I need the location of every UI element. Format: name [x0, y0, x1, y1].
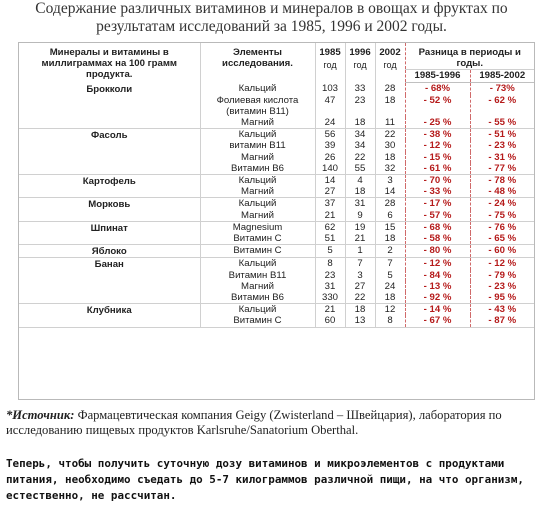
header-year-1985 [315, 43, 345, 83]
diff-1985-2002: - 75 % [470, 210, 534, 222]
diff-1985-2002: - 79 % [470, 270, 534, 281]
conclusion-text: Теперь, чтобы получить суточную дозу витаминов и микроэлементов с продуктами питания, необходимо съедать до 5-7 килограммов различной пищи, на что организм, естественно, не рассчитан. [6, 457, 524, 502]
value-1985: 8 [315, 258, 345, 270]
value-1996: 31 [345, 198, 375, 210]
value-2002: 12 [375, 304, 405, 316]
value-1985: 26 [315, 152, 345, 163]
value-1985: 330 [315, 292, 345, 304]
value-1996: 33 [345, 83, 375, 95]
header-elements [200, 43, 315, 83]
year-1985-unit: год [323, 60, 337, 71]
value-1996: 19 [345, 221, 375, 233]
value-2002: 11 [375, 117, 405, 129]
diff-1985-1996: - 84 % [405, 270, 470, 281]
product-name: Брокколи [19, 83, 200, 129]
value-1996: 22 [345, 152, 375, 163]
diff-1985-2002: - 24 % [470, 198, 534, 210]
diff-1985-1996: - 80 % [405, 245, 470, 258]
diff-1985-2002: - 62 % [470, 95, 534, 117]
diff-1985-1996: - 61 % [405, 163, 470, 175]
element-name: Витамин С [200, 233, 315, 245]
element-name: Магний [200, 186, 315, 198]
diff-1985-1996: - 12 % [405, 258, 470, 270]
value-1996: 13 [345, 315, 375, 327]
diff-1985-2002: - 87 % [470, 315, 534, 327]
value-2002: 5 [375, 270, 405, 281]
value-1985: 5 [315, 245, 345, 258]
page-title: Содержание различных витаминов и минералов в овощах и фруктах по результатам исследований за 1985, 1996 и 2002 годы. [35, 0, 508, 35]
year-2002-unit: год [383, 60, 397, 71]
header-product-label: Минералы и витамины в миллиграммах на 100 грамм продукта. [41, 47, 178, 81]
value-1985: 62 [315, 221, 345, 233]
value-2002: 18 [375, 292, 405, 304]
value-1985: 47 [315, 95, 345, 117]
header-diff [405, 43, 534, 70]
diff-1985-2002: - 48 % [470, 186, 534, 198]
diff-1985-2002: - 43 % [470, 304, 534, 316]
diff-1985-2002: - 77 % [470, 163, 534, 175]
value-1985: 140 [315, 163, 345, 175]
value-1996: 7 [345, 258, 375, 270]
value-1985: 56 [315, 129, 345, 141]
value-1985: 14 [315, 175, 345, 187]
value-1985: 24 [315, 117, 345, 129]
year-1996-unit: год [353, 60, 367, 71]
diff-1985-2002: - 23 % [470, 140, 534, 151]
header-elements-label: Элементы исследования. [222, 47, 293, 70]
value-2002: 28 [375, 83, 405, 95]
product-name: Морковь [19, 198, 200, 221]
value-2002: 32 [375, 163, 405, 175]
diff-1985-1996: - 12 % [405, 140, 470, 151]
table-row [19, 221, 534, 233]
value-2002: 28 [375, 198, 405, 210]
value-1996: 34 [345, 140, 375, 151]
product-name: Фасоль [19, 129, 200, 175]
diff-1985-1996: - 67 % [405, 315, 470, 327]
table-row [19, 83, 534, 95]
value-1985: 51 [315, 233, 345, 245]
diff-1985-2002: - 31 % [470, 152, 534, 163]
value-2002: 8 [375, 315, 405, 327]
element-name: Витамин С [200, 245, 315, 258]
diff-1985-1996: - 57 % [405, 210, 470, 222]
value-1985: 23 [315, 270, 345, 281]
diff-1985-1996: - 38 % [405, 129, 470, 141]
element-name: Витамин В6 [200, 163, 315, 175]
diff-1985-1996: - 25 % [405, 117, 470, 129]
value-2002: 14 [375, 186, 405, 198]
value-2002: 18 [375, 233, 405, 245]
element-name: Magnesium [200, 221, 315, 233]
table-row [19, 245, 534, 258]
element-name: Магний [200, 152, 315, 163]
product-name: Яблоко [19, 245, 200, 258]
diff-1985-1996: - 68% [405, 83, 470, 95]
source-label: *Источник: [6, 408, 75, 422]
value-1996: 18 [345, 304, 375, 316]
diff-1985-2002: - 73% [470, 83, 534, 95]
element-name: Кальций [200, 83, 315, 95]
diff-1985-1996: - 70 % [405, 175, 470, 187]
value-2002: 6 [375, 210, 405, 222]
value-1985: 60 [315, 315, 345, 327]
header-period-1985-1996: 1985-1996 [405, 70, 470, 83]
table-row [19, 304, 534, 316]
diff-1985-2002: - 78 % [470, 175, 534, 187]
diff-1985-1996: - 14 % [405, 304, 470, 316]
header-period-1985-2002: 1985-2002 [470, 70, 534, 83]
value-1985: 39 [315, 140, 345, 151]
nutrient-table [18, 42, 535, 400]
table-row [19, 258, 534, 270]
value-2002: 3 [375, 175, 405, 187]
diff-1985-2002: - 65 % [470, 233, 534, 245]
diff-1985-2002: - 51 % [470, 129, 534, 141]
year-1985-label: 1985 [319, 47, 341, 58]
header-year-1996 [345, 43, 375, 83]
value-1985: 31 [315, 281, 345, 292]
element-name: Кальций [200, 258, 315, 270]
element-name: Фолиевая кислота (витамин В11) [200, 95, 315, 117]
product-name: Шпинат [19, 221, 200, 244]
value-1996: 1 [345, 245, 375, 258]
value-2002: 18 [375, 95, 405, 117]
year-1996-label: 1996 [349, 47, 371, 58]
value-1996: 34 [345, 129, 375, 141]
element-name: Магний [200, 117, 315, 129]
element-name: Кальций [200, 129, 315, 141]
diff-1985-1996: - 58 % [405, 233, 470, 245]
diff-1985-1996: - 13 % [405, 281, 470, 292]
value-1996: 22 [345, 292, 375, 304]
diff-1985-2002: - 55 % [470, 117, 534, 129]
diff-1985-1996: - 52 % [405, 95, 470, 117]
value-2002: 2 [375, 245, 405, 258]
value-1985: 27 [315, 186, 345, 198]
value-2002: 30 [375, 140, 405, 151]
value-1996: 9 [345, 210, 375, 222]
element-name: Кальций [200, 198, 315, 210]
element-name: Витамин В6 [200, 292, 315, 304]
value-1996: 3 [345, 270, 375, 281]
diff-1985-2002: - 60 % [470, 245, 534, 258]
value-1996: 23 [345, 95, 375, 117]
value-1996: 18 [345, 186, 375, 198]
table-row [19, 198, 534, 210]
diff-1985-1996: - 33 % [405, 186, 470, 198]
value-1985: 103 [315, 83, 345, 95]
year-2002-label: 2002 [379, 47, 401, 58]
header-product [19, 43, 200, 83]
value-2002: 15 [375, 221, 405, 233]
value-1996: 21 [345, 233, 375, 245]
diff-1985-2002: - 76 % [470, 221, 534, 233]
element-name: Витамин В11 [200, 270, 315, 281]
element-name: витамин В11 [200, 140, 315, 151]
diff-1985-1996: - 68 % [405, 221, 470, 233]
header-diff-label: Разница в периоды и годы. [418, 47, 521, 70]
product-name: Картофель [19, 175, 200, 198]
value-2002: 7 [375, 258, 405, 270]
nutrient-table-grid [19, 43, 534, 328]
value-2002: 18 [375, 152, 405, 163]
table-body [19, 83, 534, 327]
product-name: Клубника [19, 304, 200, 327]
value-1996: 18 [345, 117, 375, 129]
element-name: Кальций [200, 175, 315, 187]
table-row [19, 175, 534, 187]
value-1985: 37 [315, 198, 345, 210]
diff-1985-1996: - 17 % [405, 198, 470, 210]
diff-1985-1996: - 15 % [405, 152, 470, 163]
source-text: Фармацевтическая компания Geigy (Zwisterland – Швейцария), лаборатория по исследованию пищевых продуктов Karlsruhe/Sanatorium Oberthal. [6, 408, 502, 437]
value-2002: 22 [375, 129, 405, 141]
value-1985: 21 [315, 210, 345, 222]
diff-1985-1996: - 92 % [405, 292, 470, 304]
element-name: Кальций [200, 304, 315, 316]
value-1985: 21 [315, 304, 345, 316]
element-name: Магний [200, 281, 315, 292]
diff-1985-2002: - 95 % [470, 292, 534, 304]
header-year-2002 [375, 43, 405, 83]
product-name: Банан [19, 258, 200, 304]
value-1996: 55 [345, 163, 375, 175]
value-2002: 24 [375, 281, 405, 292]
source-note [6, 408, 538, 438]
diff-1985-2002: - 23 % [470, 281, 534, 292]
diff-1985-2002: - 12 % [470, 258, 534, 270]
element-name: Витамин С [200, 315, 315, 327]
table-row [19, 129, 534, 141]
value-1996: 27 [345, 281, 375, 292]
value-1996: 4 [345, 175, 375, 187]
element-name: Магний [200, 210, 315, 222]
